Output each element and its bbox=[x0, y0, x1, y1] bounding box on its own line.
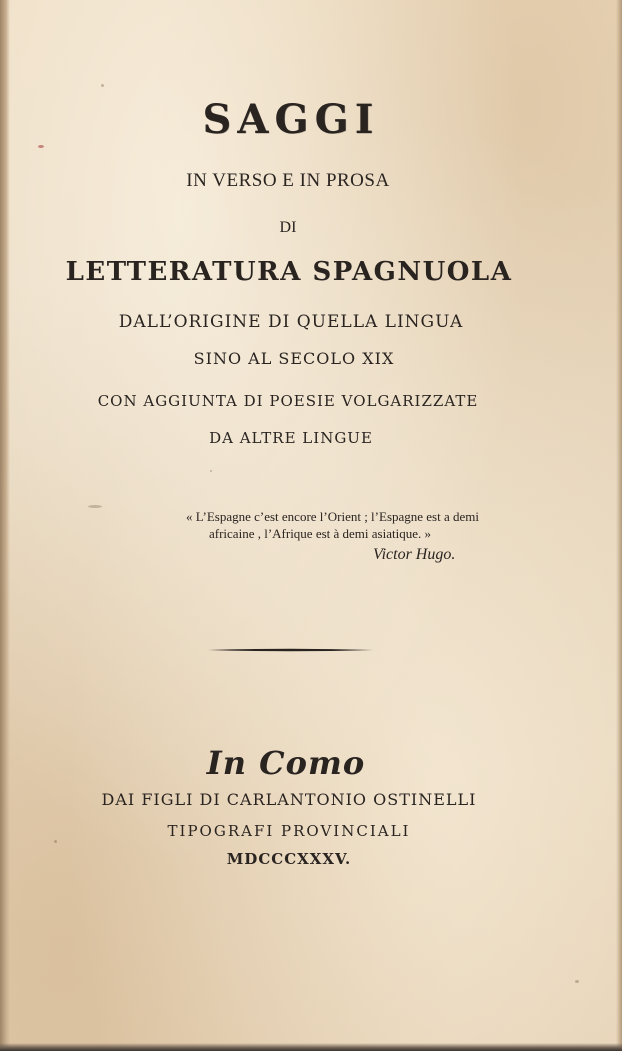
epigraph-line-1: « L’Espagne c’est encore l’Orient ; l’Espagne est a demi bbox=[186, 509, 479, 524]
page-bottom-edge bbox=[0, 1043, 622, 1051]
epigraph-author: Victor Hugo. bbox=[373, 546, 456, 563]
epigraph-line-2: africaine , l’Afrique est à demi asiatique. » bbox=[209, 526, 431, 541]
foxing-speck bbox=[88, 505, 102, 508]
ornamental-rule bbox=[208, 648, 373, 652]
subtitle-line-1: IN VERSO E IN PROSA bbox=[186, 170, 390, 191]
scope-line-2: SINO AL SECOLO XIX bbox=[193, 349, 395, 368]
subtitle-line-2: DI bbox=[279, 219, 297, 236]
main-title: SAGGI bbox=[202, 96, 380, 143]
foxing-speck bbox=[575, 980, 579, 983]
page-left-edge bbox=[0, 0, 10, 1051]
imprint-year: MDCCCXXXV. bbox=[226, 850, 352, 868]
foxing-speck bbox=[210, 470, 212, 472]
subject-title: LETTERATURA SPAGNUOLA bbox=[65, 257, 513, 287]
scope-line-1: DALL’ORIGINE DI QUELLA LINGUA bbox=[118, 312, 464, 332]
imprint-publisher: DAI FIGLI DI CARLANTONIO OSTINELLI bbox=[101, 790, 477, 809]
foxing-speck bbox=[54, 840, 57, 843]
foxing-speck bbox=[38, 145, 44, 148]
addition-line-2: DA ALTRE LINGUE bbox=[209, 429, 373, 447]
page-right-edge bbox=[616, 0, 622, 1051]
epigraph bbox=[186, 508, 526, 542]
addition-line-1: CON AGGIUNTA DI POESIE VOLGARIZZATE bbox=[97, 392, 479, 410]
foxing-speck bbox=[101, 84, 104, 87]
imprint-printer-role: TIPOGRAFI PROVINCIALI bbox=[167, 822, 411, 840]
imprint-place: In Como bbox=[206, 744, 366, 782]
